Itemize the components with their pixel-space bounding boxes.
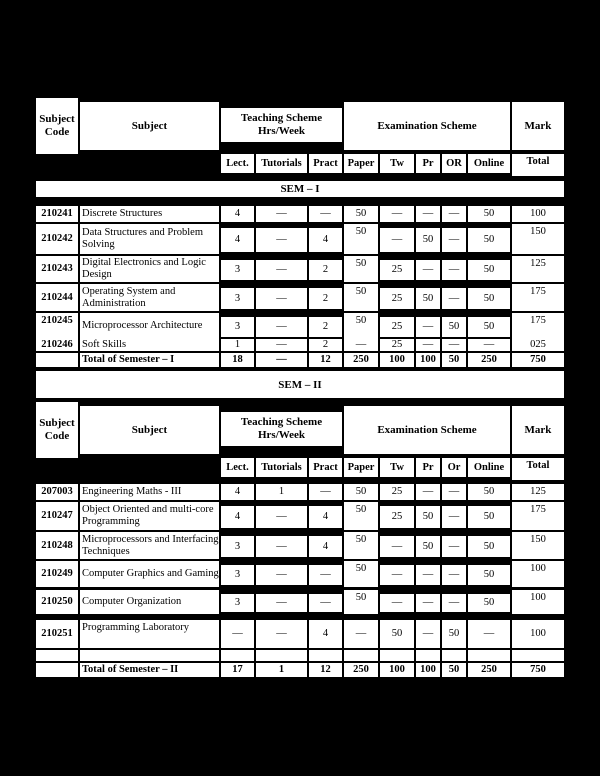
header-subject: Subject	[80, 406, 219, 454]
subject-name: Digital Electronics and Logic Design	[80, 256, 219, 282]
total-pract: 12	[309, 353, 342, 367]
header-total: Total	[512, 154, 564, 176]
cell-paper: 50	[344, 224, 378, 254]
header-teaching-scheme: Teaching Scheme Hrs/Week	[221, 108, 342, 142]
cell-tw: —	[380, 565, 414, 585]
cell-paper: —	[344, 620, 378, 648]
cell-lect: 1	[221, 339, 254, 351]
cell-online: 50	[468, 536, 510, 557]
cell-pract: —	[309, 484, 342, 500]
empty-pract	[309, 650, 342, 661]
cell-tw: —	[380, 228, 414, 252]
cell-pr: —	[416, 620, 440, 648]
cell-pr: —	[416, 594, 440, 612]
cell-or: 50	[442, 620, 466, 648]
total-pr: 100	[416, 663, 440, 677]
subject-code: 210242	[36, 224, 78, 254]
cell-paper: 50	[344, 206, 378, 222]
total-paper: 250	[344, 353, 378, 367]
cell-tw: 50	[380, 620, 414, 648]
header-tw: Tw	[380, 154, 414, 173]
cell-pract: 2	[309, 288, 342, 309]
cell-tut: 1	[256, 484, 307, 500]
cell-lect: 3	[221, 565, 254, 585]
cell-paper: 50	[344, 484, 378, 500]
empty-tut	[256, 650, 307, 661]
cell-lect: 3	[221, 594, 254, 612]
header-paper: Paper	[344, 154, 378, 173]
subject-code: 210247	[36, 502, 78, 530]
cell-or: —	[442, 228, 466, 252]
cell-pr: 50	[416, 228, 440, 252]
cell-online: 50	[468, 206, 510, 222]
cell-online: 50	[468, 260, 510, 280]
cell-total: 100	[512, 620, 564, 648]
subject-name: Object Oriented and multi-core Programming	[80, 502, 219, 530]
total-label: Total of Semester – I	[80, 353, 219, 367]
subject-name: Programming Laboratory	[80, 620, 219, 648]
empty-subject	[80, 650, 219, 661]
cell-tut: —	[256, 594, 307, 612]
subject-name: Microprocessor Architecture	[80, 313, 219, 339]
cell-total: 150	[512, 224, 564, 254]
subject-code: 210241	[36, 206, 78, 222]
header-online: Online	[468, 458, 510, 477]
cell-lect: 4	[221, 484, 254, 500]
total-or: 50	[442, 663, 466, 677]
cell-total: 175	[512, 284, 564, 311]
cell-paper: 50	[344, 561, 378, 587]
total-tut: 1	[256, 663, 307, 677]
empty-lect	[221, 650, 254, 661]
cell-online: 50	[468, 565, 510, 585]
total-tw: 100	[380, 353, 414, 367]
total-pr: 100	[416, 353, 440, 367]
cell-or: —	[442, 288, 466, 309]
cell-lect: —	[221, 620, 254, 648]
cell-pr: —	[416, 339, 440, 351]
cell-pract: 2	[309, 260, 342, 280]
cell-online: 50	[468, 228, 510, 252]
header-online: Online	[468, 154, 510, 173]
header-examination-scheme: Examination Scheme	[344, 102, 510, 150]
subject-code: 210249	[36, 561, 78, 587]
header-teaching-scheme: Teaching Scheme Hrs/Week	[221, 412, 342, 446]
cell-lect: 3	[221, 317, 254, 337]
cell-tut: —	[256, 228, 307, 252]
cell-tw: 25	[380, 288, 414, 309]
subject-code: 210246	[36, 339, 78, 351]
cell-total: 175	[512, 502, 564, 530]
subject-code: 210250	[36, 590, 78, 614]
total-mark: 750	[512, 663, 564, 677]
header-pract: Pract	[309, 458, 342, 477]
cell-or: —	[442, 536, 466, 557]
cell-pract: —	[309, 594, 342, 612]
header-pract: Pract	[309, 154, 342, 173]
total-pract: 12	[309, 663, 342, 677]
cell-pract: —	[309, 206, 342, 222]
cell-total: 100	[512, 561, 564, 587]
cell-tw: 25	[380, 484, 414, 500]
empty-tw	[380, 650, 414, 661]
cell-pract: 4	[309, 620, 342, 648]
cell-online: —	[468, 620, 510, 648]
cell-pr: —	[416, 484, 440, 500]
cell-pract: 2	[309, 317, 342, 337]
total-paper: 250	[344, 663, 378, 677]
cell-paper: 50	[344, 256, 378, 282]
cell-tw: 25	[380, 260, 414, 280]
cell-tw: 25	[380, 339, 414, 351]
subject-code: 210244	[36, 284, 78, 311]
cell-online: 50	[468, 506, 510, 528]
cell-total: 100	[512, 206, 564, 222]
header-tut: Tutorials	[256, 458, 307, 477]
cell-total: 150	[512, 532, 564, 559]
cell-online: 50	[468, 317, 510, 337]
subject-name: Operating System and Administration	[80, 284, 219, 311]
cell-paper: 50	[344, 502, 378, 530]
subject-code: 210251	[36, 620, 78, 648]
cell-online: 50	[468, 484, 510, 500]
total-label: Total of Semester – II	[80, 663, 219, 677]
cell-lect: 4	[221, 228, 254, 252]
header-or: Or	[442, 458, 466, 477]
header-tw: Tw	[380, 458, 414, 477]
cell-pr: —	[416, 317, 440, 337]
cell-pract: 2	[309, 339, 342, 351]
cell-online: —	[468, 339, 510, 351]
cell-or: —	[442, 339, 466, 351]
cell-pr: —	[416, 206, 440, 222]
empty-pr	[416, 650, 440, 661]
subject-code: 207003	[36, 484, 78, 500]
cell-paper: —	[344, 339, 378, 351]
empty-online	[468, 650, 510, 661]
cell-pract: 4	[309, 506, 342, 528]
total-online: 250	[468, 663, 510, 677]
cell-pr: 50	[416, 288, 440, 309]
sem-1-band: SEM – I	[36, 181, 564, 197]
cell-pr: —	[416, 260, 440, 280]
cell-online: 50	[468, 594, 510, 612]
header-pr: Pr	[416, 154, 440, 173]
header-examination-scheme: Examination Scheme	[344, 406, 510, 454]
cell-tw: 25	[380, 317, 414, 337]
total-tut: —	[256, 353, 307, 367]
total-code-empty	[36, 353, 78, 367]
cell-pr: 50	[416, 536, 440, 557]
cell-total: 100	[512, 590, 564, 614]
cell-tut: —	[256, 288, 307, 309]
cell-online: 50	[468, 288, 510, 309]
cell-tut: —	[256, 565, 307, 585]
cell-total: 025	[512, 339, 564, 351]
cell-tw: —	[380, 594, 414, 612]
total-tw: 100	[380, 663, 414, 677]
header-mark: Mark	[512, 406, 564, 454]
cell-paper: 50	[344, 590, 378, 614]
cell-total: 125	[512, 256, 564, 282]
empty-total	[512, 650, 564, 661]
total-lect: 18	[221, 353, 254, 367]
header-pr: Pr	[416, 458, 440, 477]
cell-tut: —	[256, 339, 307, 351]
cell-pr: —	[416, 565, 440, 585]
subject-name: Computer Organization	[80, 590, 219, 614]
cell-lect: 3	[221, 288, 254, 309]
cell-tut: —	[256, 620, 307, 648]
subject-name: Soft Skills	[80, 339, 219, 351]
subject-name: Data Structures and Problem Solving	[80, 224, 219, 254]
subject-name: Discrete Structures	[80, 206, 219, 222]
cell-or: —	[442, 594, 466, 612]
cell-tw: 25	[380, 506, 414, 528]
header-tut: Tutorials	[256, 154, 307, 173]
cell-lect: 4	[221, 506, 254, 528]
cell-tut: —	[256, 206, 307, 222]
cell-or: —	[442, 260, 466, 280]
cell-paper: 50	[344, 532, 378, 559]
sem-2-band: SEM – II	[36, 371, 564, 398]
cell-pract: —	[309, 565, 342, 585]
cell-pract: 4	[309, 536, 342, 557]
total-code-empty	[36, 663, 78, 677]
cell-paper: 50	[344, 284, 378, 311]
cell-or: —	[442, 506, 466, 528]
header-total: Total	[512, 458, 564, 480]
total-online: 250	[468, 353, 510, 367]
cell-or: 50	[442, 317, 466, 337]
subject-code: 210245	[36, 313, 78, 339]
total-lect: 17	[221, 663, 254, 677]
header-subject-code: Subject Code	[36, 402, 78, 458]
header-lect: Lect.	[221, 458, 254, 477]
header-mark: Mark	[512, 102, 564, 150]
subject-name: Microprocessors and Interfacing Techniques	[80, 532, 219, 559]
cell-total: 125	[512, 484, 564, 500]
cell-or: —	[442, 206, 466, 222]
header-paper: Paper	[344, 458, 378, 477]
subject-name: Computer Graphics and Gaming	[80, 561, 219, 587]
empty-code	[36, 650, 78, 661]
cell-lect: 3	[221, 260, 254, 280]
cell-pr: 50	[416, 506, 440, 528]
cell-or: —	[442, 484, 466, 500]
header-or: OR	[442, 154, 466, 173]
cell-tw: —	[380, 536, 414, 557]
subject-code: 210248	[36, 532, 78, 559]
cell-tut: —	[256, 536, 307, 557]
subject-name: Engineering Maths - III	[80, 484, 219, 500]
cell-tut: —	[256, 317, 307, 337]
empty-or	[442, 650, 466, 661]
cell-paper: 50	[344, 313, 378, 339]
cell-lect: 4	[221, 206, 254, 222]
cell-pract: 4	[309, 228, 342, 252]
cell-or: —	[442, 565, 466, 585]
header-lect: Lect.	[221, 154, 254, 173]
header-subject-code: Subject Code	[36, 98, 78, 154]
cell-tw: —	[380, 206, 414, 222]
empty-paper	[344, 650, 378, 661]
cell-tut: —	[256, 260, 307, 280]
total-or: 50	[442, 353, 466, 367]
total-mark: 750	[512, 353, 564, 367]
subject-code: 210243	[36, 256, 78, 282]
cell-total: 175	[512, 313, 564, 339]
cell-lect: 3	[221, 536, 254, 557]
header-subject: Subject	[80, 102, 219, 150]
cell-tut: —	[256, 506, 307, 528]
